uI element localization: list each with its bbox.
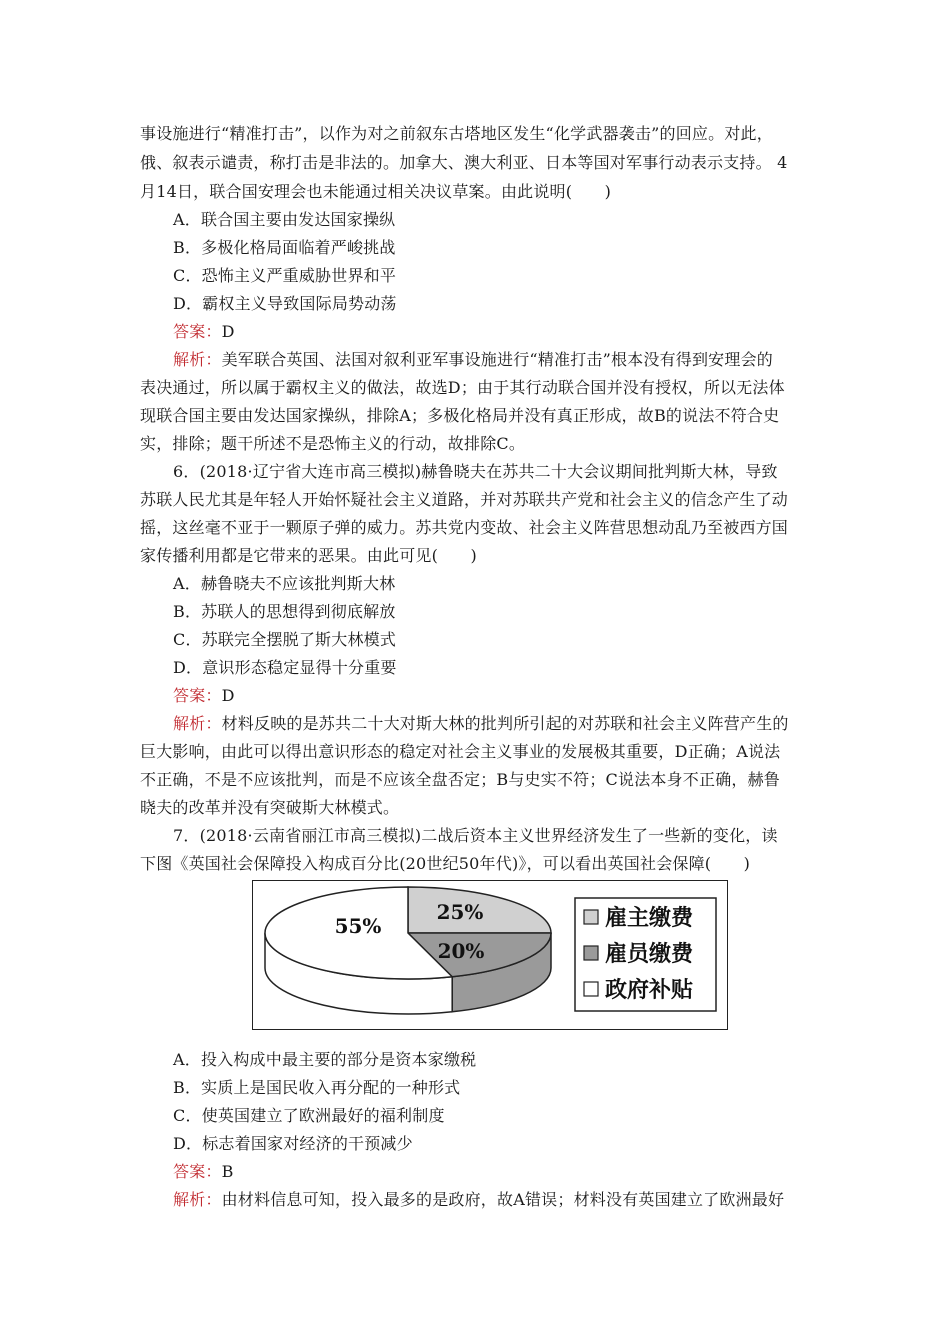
pie-label-2: 55%: [334, 914, 382, 938]
answer-label: 答案：: [173, 686, 222, 705]
q7-stem-line-1: 7．(2018·云南省丽江市高三模拟)二战后资本主义世界经济发生了一些新的变化，读: [173, 826, 778, 845]
pie-chart: [253, 881, 729, 1031]
q6-option-c: C．苏联完全摆脱了斯大林模式: [173, 630, 397, 649]
q6-analysis-line-1: [173, 714, 853, 734]
analysis-label: 解析：: [173, 350, 222, 369]
legend-swatch-1: [584, 946, 598, 960]
legend-label-2: 政府补贴: [605, 977, 694, 1003]
answer-value: D: [221, 686, 235, 705]
answer-label: 答案：: [173, 322, 222, 341]
q6-stem-line-1: 6．(2018·辽宁省大连市高三模拟)赫鲁晓夫在苏共二十大会议期间批判斯大林，导致: [173, 462, 778, 481]
analysis-text: 由材料信息可知，投入最多的是政府，故A错误；材料没有英国建立了欧洲最好: [221, 1190, 785, 1209]
answer-value: D: [221, 322, 235, 341]
q5-analysis-line-1: [173, 350, 853, 370]
q6-stem-line-3: 摇，这丝毫不亚于一颗原子弹的威力。苏共党内变故、社会主义阵营思想动乱乃至被西方国: [140, 518, 789, 537]
q5-analysis-line-4: 实，排除；题干所述不是恐怖主义的行动，故排除C。: [140, 434, 526, 453]
q7-analysis-line-1: [173, 1190, 853, 1210]
legend-swatch-2: [584, 982, 598, 996]
q5-answer: [173, 322, 853, 342]
analysis-text: 材料反映的是苏共二十大对斯大林的批判所引起的对苏联和社会主义阵营产生的: [221, 714, 789, 733]
q5-option-a: A．联合国主要由发达国家操纵: [173, 210, 396, 229]
q6-stem-line-4: 家传播利用都是它带来的恶果。由此可见( ): [140, 546, 477, 565]
analysis-text: 美军联合英国、法国对叙利亚军事设施进行“精准打击”根本没有得到安理会的: [221, 350, 773, 369]
q6-option-d: D．意识形态稳定显得十分重要: [173, 658, 397, 677]
analysis-label: 解析：: [173, 1190, 222, 1209]
q6-analysis-line-4: 晓夫的改革并没有突破斯大林模式。: [140, 798, 400, 817]
legend-label-0: 雇主缴费: [605, 905, 694, 931]
pie-label-0: 25%: [436, 900, 484, 924]
q5-option-b: B．多极化格局面临着严峻挑战: [173, 238, 396, 257]
q5-stem-line-2: 俄、叙表示谴责，称打击是非法的。加拿大、澳大利亚、日本等国对军事行动表示支持。 4: [140, 153, 788, 172]
q7-answer: [173, 1162, 853, 1182]
q7-stem-line-2: 下图《英国社会保障投入构成百分比(20世纪50年代)》，可以看出英国社会保障( ): [140, 854, 751, 873]
q5-stem-line-3: 月14日，联合国安理会也未能通过相关决议草案。由此说明( ): [140, 182, 612, 201]
q6-analysis-line-3: 不正确，不是不应该批判，而是不应该全盘否定；B与史实不符；C说法本身不正确，赫鲁: [140, 770, 781, 789]
q5-analysis-line-2: 表决通过，所以属于霸权主义的做法，故选D；由于其行动联合国并没有授权，所以无法体: [140, 378, 785, 397]
q5-analysis-line-3: 现联合国主要由发达国家操纵，排除A；多极化格局并没有真正形成，故B的说法不符合史: [140, 406, 780, 425]
q7-option-b: B．实质上是国民收入再分配的一种形式: [173, 1078, 461, 1097]
q5-stem-line-1: 事设施进行“精准打击”，以作为对之前叙东古塔地区发生“化学武器袭击”的回应。对此，: [140, 124, 773, 143]
pie-label-1: 20%: [437, 939, 485, 963]
q6-stem-line-2: 苏联人民尤其是年轻人开始怀疑社会主义道路，并对苏联共产党和社会主义的信念产生了动: [140, 490, 789, 509]
q5-option-d: D．霸权主义导致国际局势动荡: [173, 294, 397, 313]
q7-option-d: D．标志着国家对经济的干预减少: [173, 1134, 413, 1153]
q5-option-c: C．恐怖主义严重威胁世界和平: [173, 266, 397, 285]
q7-option-c: C．使英国建立了欧洲最好的福利制度: [173, 1106, 445, 1125]
answer-label: 答案：: [173, 1162, 222, 1181]
analysis-label: 解析：: [173, 714, 222, 733]
legend-label-1: 雇员缴费: [605, 941, 694, 967]
legend-swatch-0: [584, 910, 598, 924]
q7-option-a: A．投入构成中最主要的部分是资本家缴税: [173, 1050, 477, 1069]
q6-answer: [173, 686, 853, 706]
pie-chart-figure: [252, 880, 728, 1030]
q6-option-b: B．苏联人的思想得到彻底解放: [173, 602, 396, 621]
q6-analysis-line-2: 巨大影响，由此可以得出意识形态的稳定对社会主义事业的发展极其重要，D正确；A说法: [140, 742, 781, 761]
q6-option-a: A．赫鲁晓夫不应该批判斯大林: [173, 574, 396, 593]
answer-value: B: [221, 1162, 234, 1181]
